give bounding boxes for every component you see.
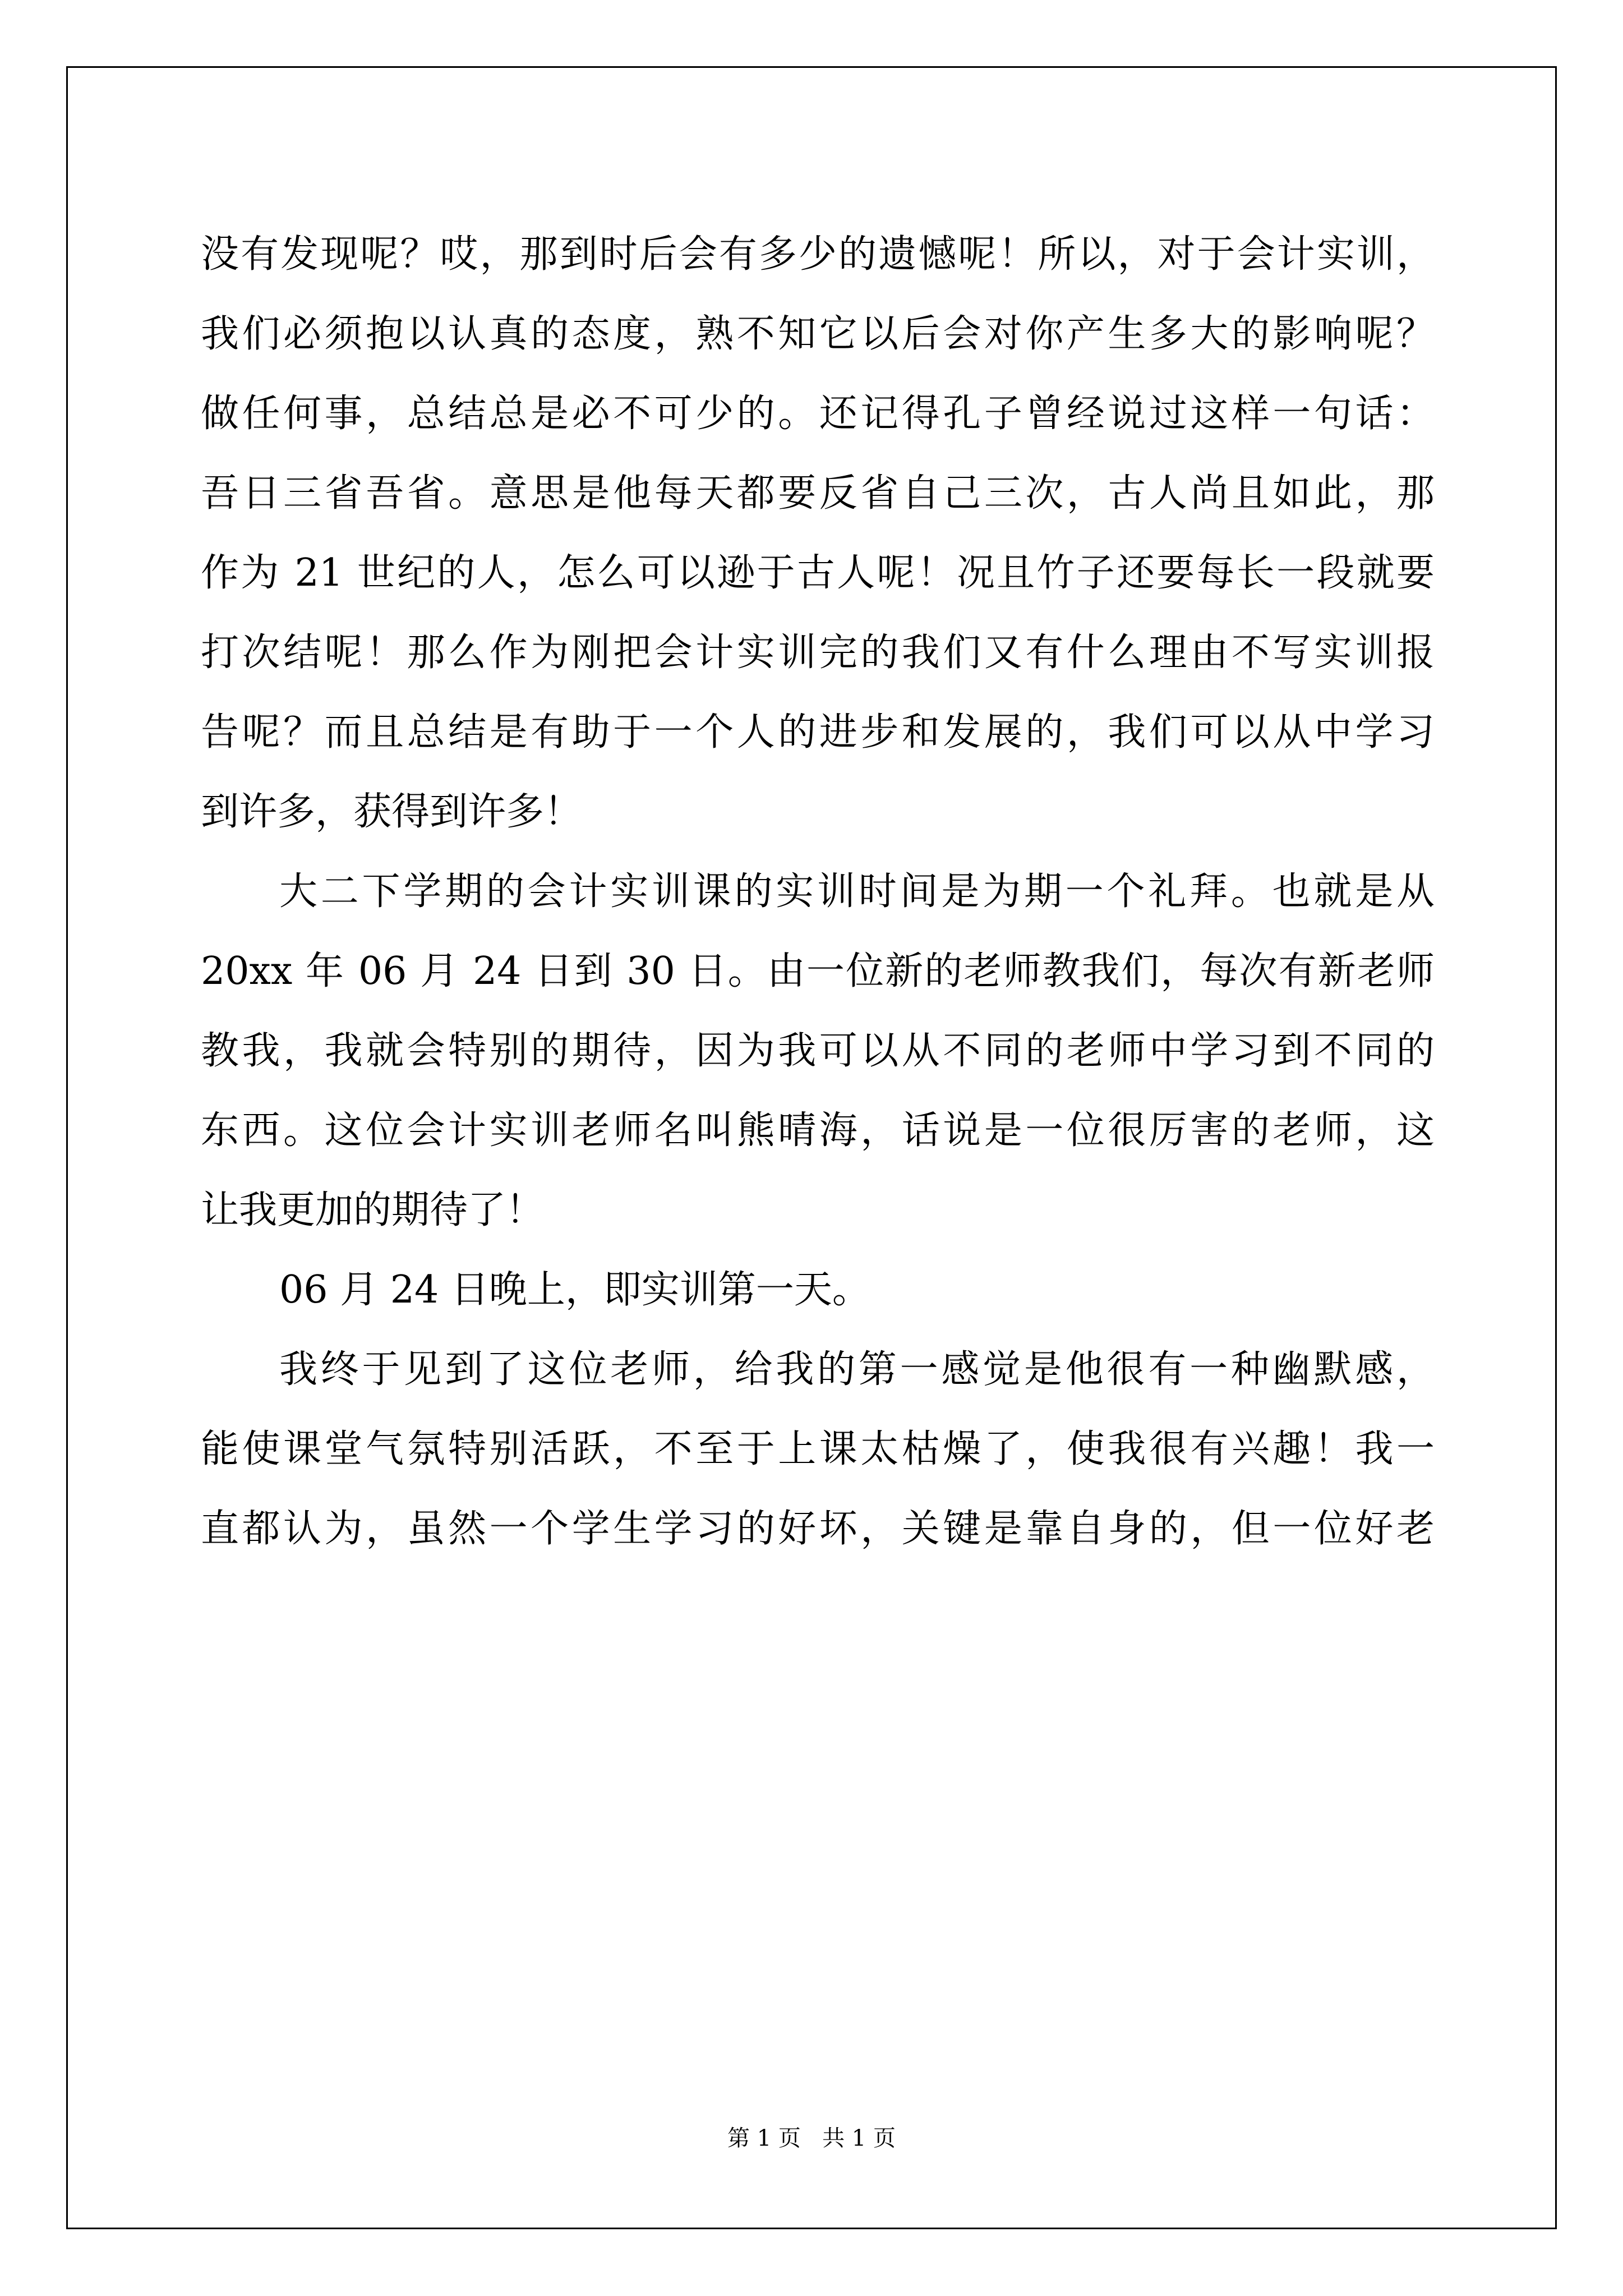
page-number-footer: 第 1 页 共 1 页 <box>727 2125 896 2151</box>
text-line: 20xx 年 06 月 24 日到 30 日。由一位新的老师教我们，每次有新老师 <box>201 949 1435 993</box>
paragraph-first-line: 大二下学期的会计实训课的实训时间是为期一个礼拜。也就是从 <box>279 869 1435 914</box>
paragraph-first-line: 06 月 24 日晚上，即实训第一天。 <box>279 1268 870 1312</box>
text-line: 告呢？而且总结是有助于一个人的进步和发展的，我们可以从中学习 <box>201 710 1435 754</box>
text-line: 打次结呢！那么作为刚把会计实训完的我们又有什么理由不写实训报 <box>201 631 1435 675</box>
text-line: 直都认为，虽然一个学生学习的好坏，关键是靠自身的，但一位好老 <box>201 1507 1435 1551</box>
text-line: 作为 21 世纪的人，怎么可以逊于古人呢！况且竹子还要每长一段就要 <box>201 551 1435 595</box>
text-line: 吾日三省吾省。意思是他每天都要反省自己三次，古人尚且如此，那 <box>201 471 1435 516</box>
text-line: 能使课堂气氛特别活跃，不至于上课太枯燥了，使我很有兴趣！我一 <box>201 1427 1435 1471</box>
text-line: 到许多，获得到许多！ <box>201 790 583 834</box>
text-line: 做任何事，总结总是必不可少的。还记得孔子曾经说过这样一句话： <box>201 392 1435 436</box>
paragraph-first-line: 我终于见到了这位老师，给我的第一感觉是他很有一种幽默感， <box>279 1347 1435 1392</box>
text-line: 让我更加的期待了！ <box>201 1188 545 1232</box>
text-line: 教我，我就会特别的期待，因为我可以从不同的老师中学习到不同的 <box>201 1029 1435 1073</box>
text-line: 我们必须抱以认真的态度，熟不知它以后会对你产生多大的影响呢？ <box>201 312 1435 356</box>
text-line: 东西。这位会计实训老师名叫熊晴海，话说是一位很厉害的老师，这 <box>201 1108 1435 1153</box>
text-line: 没有发现呢？哎，那到时后会有多少的遗憾呢！所以，对于会计实训， <box>201 232 1435 277</box>
